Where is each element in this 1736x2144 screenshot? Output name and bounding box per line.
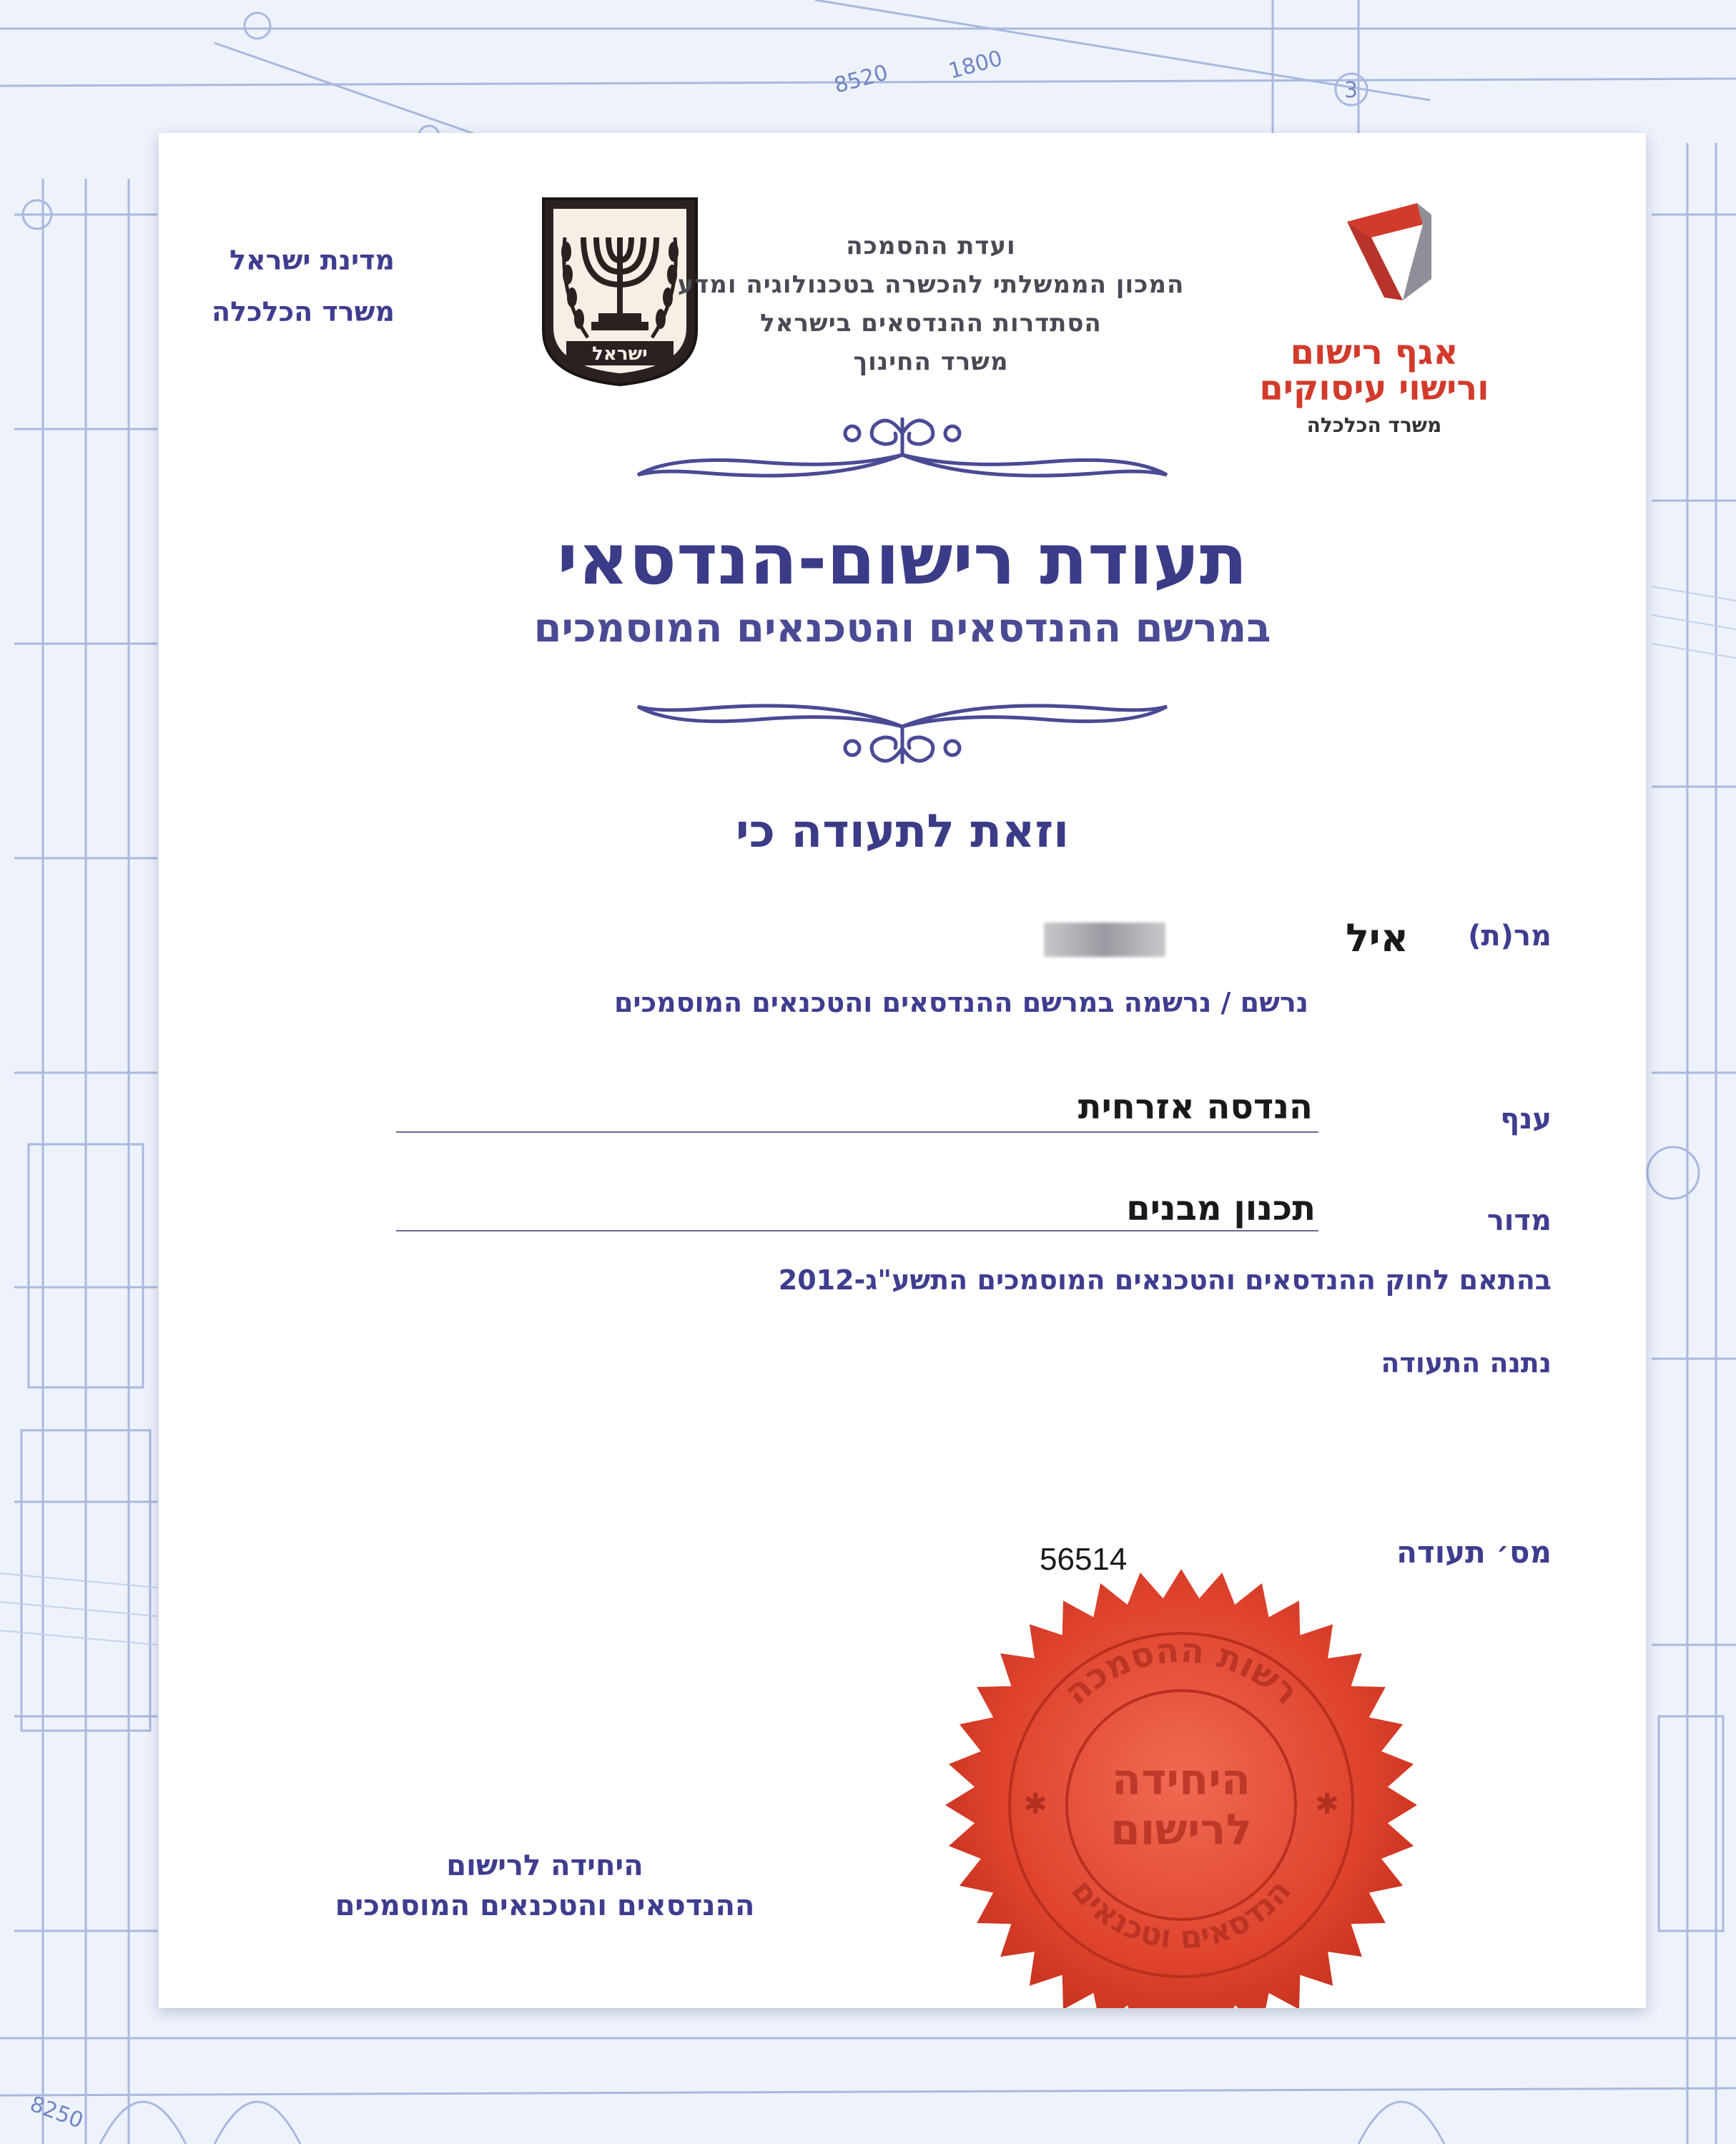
branch-underline xyxy=(396,1131,1318,1133)
bottom-ornament xyxy=(616,684,1188,777)
technicians-association: הסתדרות ההנדסאים בישראל xyxy=(760,309,1102,338)
registered-text: נרשם / נרשמה במרשם ההנדסאים והטכנאים המוסמכים xyxy=(613,987,1308,1018)
blueprint-label-1: 8520 xyxy=(832,60,891,99)
agency-name-line1: אגף רישום xyxy=(1290,333,1459,373)
agency-name-line2: ורישוי עיסוקים xyxy=(1259,368,1489,408)
seal-inner-line2: לרישום xyxy=(1110,1805,1252,1855)
track-value: תכנון מבנים xyxy=(1126,1189,1316,1229)
committee-title: ועדת ההסמכה xyxy=(846,232,1016,260)
law-text: בהתאם לחוק ההנדסאים והטכנאים המוסמכים התשע"ג-2012 xyxy=(778,1264,1552,1296)
certificate-paper xyxy=(159,133,1646,2008)
seal-outer-text-top: רשות ההסמכה xyxy=(1056,1630,1307,1713)
redacted-surname xyxy=(1044,923,1165,957)
intro-text: וזאת לתעודה כי xyxy=(735,805,1070,858)
header-state-name: מדינת ישראל xyxy=(230,245,395,276)
top-ornament xyxy=(616,405,1188,498)
certificate-number-label: מס׳ תעודה xyxy=(1396,1535,1552,1570)
holder-name: איל xyxy=(1346,915,1409,960)
seal-outer-text-bottom: הנדסאים וטכנאים xyxy=(1064,1872,1298,1957)
footer-unit-name: היחידה לרישום xyxy=(446,1849,643,1882)
holder-label: מר(ת) xyxy=(1468,920,1552,953)
certificate-number-value: 56514 xyxy=(1040,1542,1128,1577)
header-ministry-name: משרד הכלכלה xyxy=(212,296,395,328)
red-seal xyxy=(938,1555,1424,2008)
agency-triangle-logo-icon xyxy=(1331,193,1446,308)
certificate-subtitle: במרשם ההנדסאים והטכנאים המוסמכים xyxy=(533,605,1271,651)
education-ministry: משרד החינוך xyxy=(853,348,1009,376)
blueprint-label-3: 3 xyxy=(1344,78,1358,103)
institute-name: המכון הממשלתי להכשרה בטכנולוגיה ומדע xyxy=(677,270,1185,299)
seal-star-left-icon: ✱ xyxy=(1023,1788,1047,1821)
footer-unit-subname: ההנדסאים והטכנאים המוסמכים xyxy=(335,1889,755,1922)
blueprint-label-2: 1800 xyxy=(946,46,1005,84)
branch-label: ענף xyxy=(1500,1103,1552,1136)
certificate-title: תעודת רישום-הנדסאי xyxy=(557,519,1248,601)
agency-ministry: משרד הכלכלה xyxy=(1306,413,1442,437)
track-underline xyxy=(396,1230,1318,1231)
issued-label: נתנה התעודה xyxy=(1381,1347,1552,1379)
blueprint-label-4: 8250 xyxy=(26,2091,87,2134)
branch-value: הנדסה אזרחית xyxy=(1077,1087,1313,1127)
emblem-caption: ישראל xyxy=(592,343,648,365)
track-label: מדור xyxy=(1486,1204,1552,1237)
seal-inner-line1: היחידה xyxy=(1111,1755,1251,1805)
seal-star-right-icon: ✱ xyxy=(1315,1788,1339,1821)
